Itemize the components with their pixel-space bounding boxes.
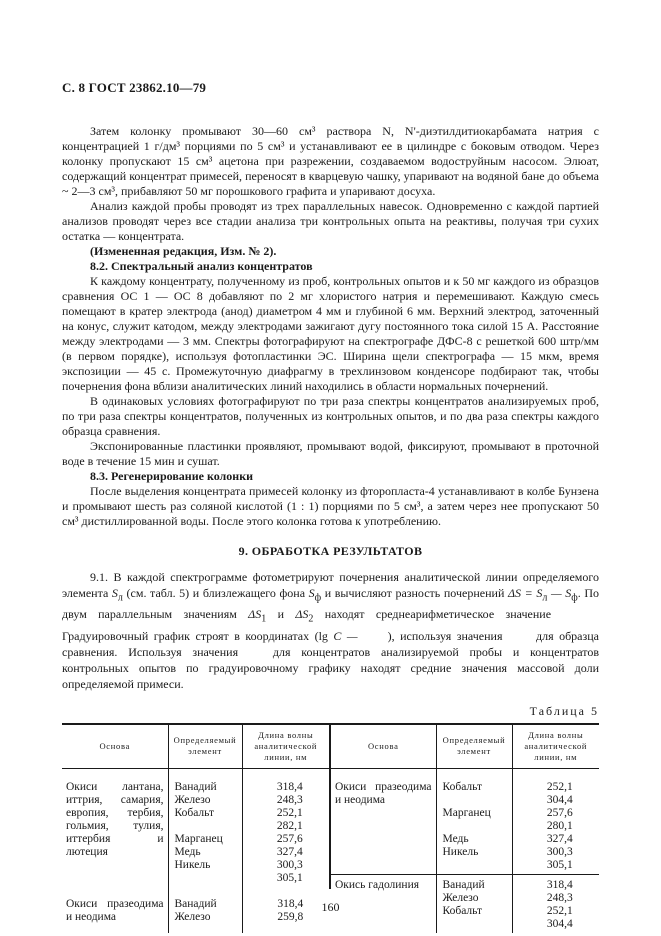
base-cell: Окиси празеодима и неодима <box>62 889 168 933</box>
paragraph: Затем колонку промывают 30—60 см³ раствора N, N'-диэтилдитиокарбамата натрия с концентрацией 1 г/дм³ порциями по 5 см³ и устанавливают ее в цилиндре с боковым отводом. Через колонку пропускают 15 см³ ацетона при разрежении, создаваемом водоструйным насосом. Элюат, содержащий концентрат примесей, переносят в кварцевую чашку, упаривают на водяной бане до объема ~ 2—3 см³, прибавляют 50 мг порошкового графита и упаривают досуха. <box>62 124 599 198</box>
page-content <box>62 124 599 933</box>
wavelength-cell: 252,1 304,4 257,6 280,1 327,4 300,3 305,1 <box>546 780 573 871</box>
column-header: Основа <box>330 724 436 769</box>
element-cell: Ванадий Железо Кобальт Марганец Медь Никель <box>168 768 242 889</box>
paragraph: После выделения концентрата примесей колонку из фторопласта-4 устанавливают в колбе Бунзена и промывают шесть раз соляной кислотой (1 : 1) порциями по 5 см³, а затем через нее пропускают 50 см³ дистиллированной воды. После этого колонка готова к употреблению. <box>62 484 599 528</box>
paragraph-9-1: 9.1. В каждой спектрограмме фотометрируют почернения аналитической линии определяемого элемента $S_л$ (см. табл. 5) и близлежащего фона $S_ф$ и вычисляют разность почернений $\Delta S = S_л$ — $S_ф$. По двум параллельным значениям $\Delta S_1$ и $\Delta S_2$ находят среднеарифметическое значение Градуировочный график строят в координатах (lg C — ), используя значения для образца сравнения. Используя значения для концентратов анализируемой пробы и концентратов контрольных опытов по градуировочному графику находят средние значения массовой доли определяемой примеси. <box>62 570 600 691</box>
heading-8-3: 8.3. Регенерирование колонки <box>90 469 254 483</box>
table-header-row <box>62 724 599 769</box>
table-caption: Таблица 5 <box>529 703 599 718</box>
paragraph: Анализ каждой пробы проводят из трех параллельных навесок. Одновременно с каждой партией анализов проводят через все стадии анализа три контрольных опыта на реактивы, получая три сухих остатка — концентрата. <box>62 199 599 243</box>
column-header: Длина волны аналитической линии, нм <box>512 724 599 769</box>
heading-8-2: 8.2. Спектральный анализ концентратов <box>90 259 313 273</box>
wavelength-cell: 318,4 248,3 252,1 304,4 <box>512 874 599 933</box>
paragraph: К каждому концентрату, полученному из проб, контрольных опытов и к 50 мг каждого из образцов сравнения ОС 1 — ОС 8 добавляют по 2 мг хлористого натрия и перемешивают. Каждую смесь помещают в кратер электрода (анод) диаметром 4 мм и глубиной 6 мм. Верхний электрод, заточенный на конус, служит катодом, между электродами зажигают дугу постоянного тока силой 15 А. Расстояние между электродами — 3 мм. Спектры фотографируют на спектрографе ДФС-8 с решеткой 600 штр/мм (в первом порядке), используя фотопластинки ЭС. Ширина щели спектрографа — 15 мкм, время экспозиции — 45 с. Промежуточную диафрагму в трехлинзовом конденсоре подбирают так, чтобы почернения фона вблизи аналитических линий находились в области нормальных почернений. <box>62 274 599 393</box>
element-cell: Кобальт Марганец Медь Никель <box>436 768 512 874</box>
base-cell: Окись гадолиния <box>330 874 436 933</box>
wavelength-cell: 318,4 248,3 252,1 282,1 257,6 327,4 300,3 305,1 <box>242 768 330 889</box>
page-number: 160 <box>321 900 340 914</box>
table-row <box>62 768 599 874</box>
base-cell: Окиси празеодима и неодима <box>330 768 436 874</box>
edition-note: (Измененная редакция, Изм. № 2). <box>90 244 277 258</box>
column-header: Основа <box>62 724 168 769</box>
element-cell: Ванадий Железо <box>168 889 242 933</box>
column-header: Определяемый элемент <box>168 724 242 769</box>
paragraph: Экспонированные пластинки проявляют, промывают водой, фиксируют, промывают в проточной воде в течение 15 мин и сушат. <box>62 439 599 468</box>
column-header: Определяемый элемент <box>436 724 512 769</box>
element-cell: Ванадий Железо Кобальт <box>436 874 512 933</box>
column-header: Длина волны аналитической линии, нм <box>242 724 330 769</box>
base-cell: Окиси лантана, иттрия, самария, европия, тербия, гольмия, тулия, иттербия и лютеция <box>62 768 168 889</box>
wavelength-cell: 318,4 259,8 <box>277 898 304 924</box>
page-header: С. 8 ГОСТ 23862.10—79 <box>62 80 207 95</box>
paragraph: В одинаковых условиях фотографируют по три раза спектры концентратов анализируемых проб, по три раза спектры концентратов, полученных из контрольных опытов, и по два раза спектры каждого образца сравнения. <box>62 394 599 438</box>
section-9-title: 9. ОБРАБОТКА РЕЗУЛЬТАТОВ <box>238 544 423 558</box>
